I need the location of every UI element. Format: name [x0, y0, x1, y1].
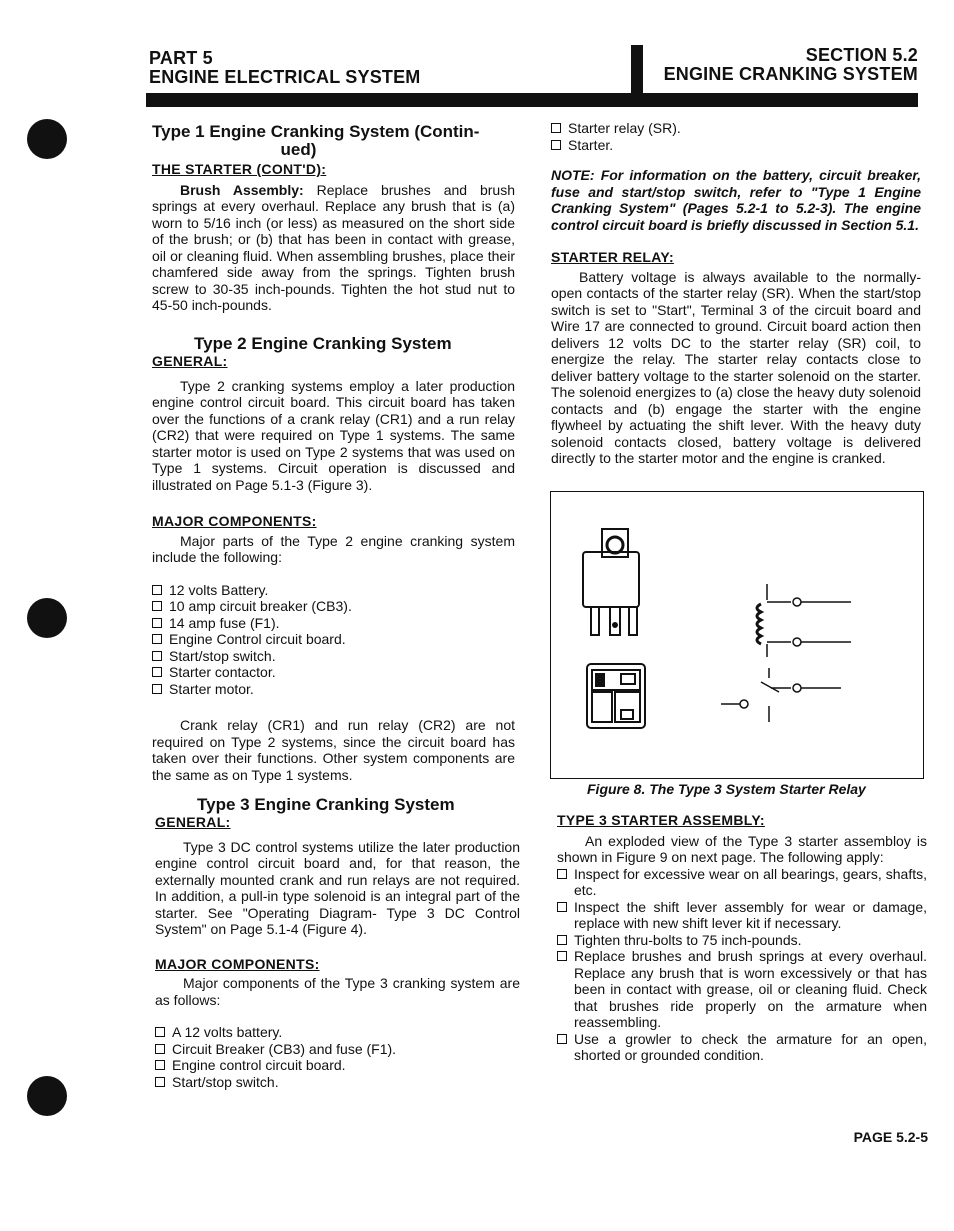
checkbox-icon — [557, 1034, 567, 1044]
list-item-text: Starter motor. — [169, 680, 254, 697]
list-item-text: Engine Control circuit board. — [169, 631, 346, 647]
brush-assembly-paragraph — [152, 182, 515, 314]
part-title: ENGINE ELECTRICAL SYSTEM — [149, 67, 421, 87]
list-item — [557, 1031, 927, 1064]
top-component-list — [551, 120, 921, 153]
list-item-text: 12 volts Battery. — [169, 581, 269, 598]
list-item — [152, 664, 515, 681]
checkbox-icon — [557, 935, 567, 945]
checkbox-icon — [152, 601, 162, 611]
list-item — [557, 948, 927, 1031]
list-item-text: 14 amp fuse (F1). — [169, 614, 280, 631]
left-column-top — [152, 123, 515, 314]
checkbox-icon — [155, 1077, 165, 1087]
figure-caption: Figure 8. The Type 3 System Starter Relay — [587, 781, 866, 797]
list-item-text: Starter relay (SR). — [568, 120, 681, 136]
starter-contd-heading: THE STARTER (CONT'D): — [152, 161, 327, 177]
type2-section — [152, 335, 515, 783]
list-item-text: Engine control circuit board. — [172, 1057, 346, 1073]
checkbox-icon — [551, 140, 561, 150]
type3-assembly-text: An exploded view of the Type 3 starter assembloy is shown in Figure 9 on next page. The following apply: — [557, 832, 927, 865]
relay-body — [583, 529, 639, 635]
list-item-text: 10 amp circuit breaker (CB3). — [169, 598, 352, 614]
list-item-text: Inspect the shift lever assembly for wear or damage, replace with new shift lever kit if necessary. — [574, 898, 927, 931]
checkbox-icon — [152, 585, 162, 595]
type1-title-line2: ued) — [280, 140, 317, 159]
list-item-text: A 12 volts battery. — [172, 1024, 283, 1040]
type3-major-text: Major components of the Type 3 cranking system are as follows: — [155, 975, 520, 1008]
brush-text: Replace brushes and brush springs at every overhaul. Replace any brush that is (a) worn to 5/16 inch (or less) as measured on the short side of the brush; or (b) that has been in contact with grease, oil or cleaning fluid. When assembling brushes, place their chamfered side away from the springs. Tighten brush screw to 30-35 inch-pounds. Tighten the hot stud nut to 45-50 inch-pounds. — [152, 181, 516, 313]
list-item-text: Replace brushes and brush springs at every overhaul. Replace any brush that is worn excessively or that has been in contact with grease, oil or cleaning fluid. Check that brushes ride properly on the armature when reassembling. — [574, 948, 927, 1030]
section-header — [664, 46, 918, 84]
checkbox-icon — [152, 651, 162, 661]
type2-general-text: Type 2 cranking systems employ a later production engine control circuit board. This circuit board has taken over the functions of a crank relay (CR1) and a run relay (CR2) that were required on Type 1 systems. The same starter motor is used on Type 2 systems that was used on Type 1 systems. Circuit operation is discussed and illustrated on Page 5.1-3 (Figure 3). — [152, 377, 515, 493]
relay-terminal-base — [587, 664, 645, 728]
type3-assembly-section — [557, 812, 927, 1064]
note-paragraph: NOTE: For information on the battery, circuit breaker, fuse and start/stop switch, refer to "Type 1 Engine Cranking System" (Pages 5.2-1 to 5.2-3). The engine control circuit board is briefly discussed in Section 5.1. — [551, 167, 921, 233]
checkbox-icon — [551, 123, 561, 133]
checkbox-icon — [152, 667, 162, 677]
type2-major-heading: MAJOR COMPONENTS: — [152, 513, 317, 529]
type3-general-heading: GENERAL: — [155, 814, 231, 830]
starter-relay-text: Battery voltage is always available to the normally-open contacts of the starter relay (SR). When the start/stop switch is set to "Start", Terminal 3 of the circuit board and Wire 17 are connected to ground. Circuit board action then delivers 12 volts DC to the starter relay (SR) coil, to energize the relay. The starter relay contacts close to deliver battery voltage to the starter solenoid on the starter. The solenoid energizes to (a) close the heavy duty solenoid contacts and (b) engage the starter with the engine flywheel by actuating the shift lever. With the heavy duty solenoid contacts closed, battery voltage is delivered directly to the starter motor and the engine is cranked. — [551, 268, 921, 466]
checkbox-icon — [557, 951, 567, 961]
section-number: SECTION 5.2 — [805, 45, 918, 65]
type2-general-heading: GENERAL: — [152, 353, 228, 369]
contacts-schematic — [721, 668, 841, 722]
list-item — [551, 137, 921, 154]
checkbox-icon — [155, 1044, 165, 1054]
checkbox-icon — [557, 869, 567, 879]
list-item — [551, 120, 921, 137]
punch-hole-top — [27, 119, 67, 159]
list-item-text: Starter. — [568, 136, 614, 153]
checkbox-icon — [152, 618, 162, 628]
list-item-text: Start/stop switch. — [169, 647, 276, 664]
checkbox-icon — [155, 1027, 165, 1037]
list-item — [557, 899, 927, 932]
part-number: PART 5 — [149, 48, 213, 68]
type1-title — [152, 123, 515, 159]
right-column-top — [551, 120, 921, 467]
list-item — [557, 932, 927, 949]
starter-relay-heading: STARTER RELAY: — [551, 249, 674, 265]
list-item — [155, 1041, 520, 1058]
checkbox-icon — [152, 634, 162, 644]
type3-title: Type 3 Engine Cranking System — [197, 795, 455, 814]
type3-major-heading: MAJOR COMPONENTS: — [155, 955, 320, 972]
header-rule — [146, 93, 918, 107]
list-item — [155, 1024, 520, 1041]
starter-relay-illustration — [551, 492, 923, 778]
list-item-text: Start/stop switch. — [172, 1073, 279, 1090]
list-item — [152, 615, 515, 632]
checkbox-icon — [152, 684, 162, 694]
brush-label: Brush Assembly: — [180, 181, 304, 198]
list-item-text: Tighten thru-bolts to 75 inch-pounds. — [574, 931, 802, 948]
punch-hole-middle — [27, 598, 67, 638]
list-item — [152, 648, 515, 665]
list-item — [155, 1057, 520, 1074]
part-header — [149, 49, 421, 87]
list-item — [152, 631, 515, 648]
section-title: ENGINE CRANKING SYSTEM — [663, 64, 918, 84]
assembly-list — [557, 866, 927, 1064]
type2-after-text: Crank relay (CR1) and run relay (CR2) are not required on Type 2 systems, since the circuit board has taken over their functions. Other system components are the same as on Type 1 systems. — [152, 717, 515, 783]
type3-assembly-heading: TYPE 3 STARTER ASSEMBLY: — [557, 812, 765, 828]
page-number: PAGE 5.2-5 — [853, 1129, 928, 1145]
coil-schematic — [757, 584, 851, 657]
figure-8-frame — [550, 491, 924, 779]
type3-component-list — [155, 1024, 520, 1090]
list-item-text: Circuit Breaker (CB3) and fuse (F1). — [172, 1040, 397, 1057]
list-item — [155, 1074, 520, 1091]
type2-component-list — [152, 582, 515, 698]
list-item-text: Inspect for excessive wear on all bearings, gears, shafts, etc. — [574, 865, 927, 898]
list-item — [152, 598, 515, 615]
list-item-text: Use a growler to check the armature for an open, shorted or grounded condition. — [574, 1030, 927, 1063]
list-item — [152, 582, 515, 599]
type3-section — [155, 796, 520, 1090]
type2-major-text: Major parts of the Type 2 engine cranking system include the following: — [152, 532, 515, 565]
list-item — [557, 866, 927, 899]
list-item — [152, 681, 515, 698]
type1-title-line1: Type 1 Engine Cranking System (Contin- — [152, 122, 480, 141]
list-item-text: Starter contactor. — [169, 664, 276, 680]
punch-hole-bottom — [27, 1076, 67, 1116]
type3-general-text: Type 3 DC control systems utilize the later production engine control circuit board and, for that reason, the externally mounted crank and run relays are not required. In addition, a pull-in type solenoid is an integral part of the starter. See "Operating Diagram- Type 3 DC Control System" on Page 5.1-4 (Figure 4). — [155, 838, 520, 937]
checkbox-icon — [557, 902, 567, 912]
checkbox-icon — [155, 1060, 165, 1070]
type2-title: Type 2 Engine Cranking System — [194, 334, 452, 353]
